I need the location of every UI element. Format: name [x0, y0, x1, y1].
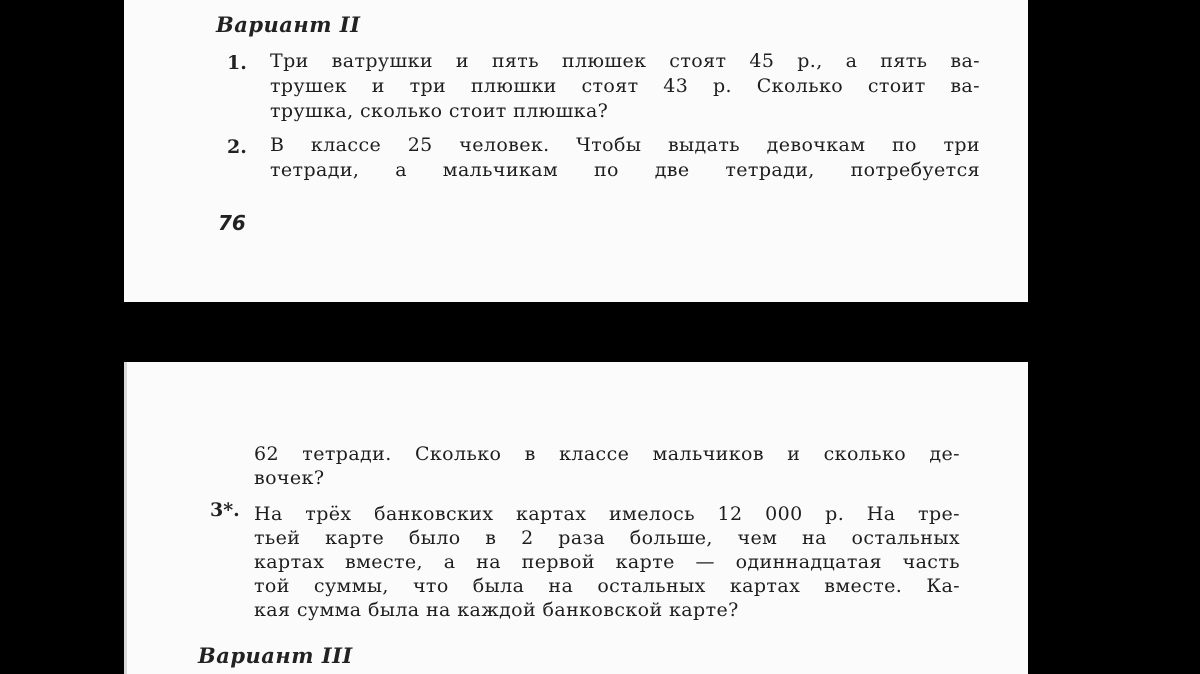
bottom-page — [124, 362, 1028, 674]
problem-3-line-5: кая сумма была на каждой банковской карте? — [254, 599, 739, 621]
next-variant-heading: Вариант III — [198, 643, 353, 668]
problem-3-line-4: той суммы, что была на остальных картах вместе. Ка- — [254, 575, 960, 597]
continuation-line-1: 62 тетради. Сколько в классе мальчиков и сколько де- — [254, 443, 960, 465]
problem-2-number: 2. — [227, 136, 247, 158]
problem-1-line-2: трушек и три плюшки стоят 43 р. Сколько стоит ва- — [270, 75, 980, 97]
problem-1-line-3: трушка, сколько стоит плюшка? — [270, 100, 609, 122]
problem-3-line-3: картах вместе, а на первой карте — одиннадцатая часть — [254, 551, 960, 573]
problem-1-line-1: Три ватрушки и пять плюшек стоят 45 р., а пять ва- — [270, 50, 980, 72]
top-page — [124, 0, 1028, 302]
variant-heading: Вариант II — [216, 12, 361, 37]
problem-3-line-1: На трёх банковских картах имелось 12 000 р. На тре- — [254, 503, 960, 525]
continuation-line-2: вочек? — [254, 467, 325, 489]
problem-2-line-2: тетради, а мальчикам по две тетради, потребуется — [270, 159, 980, 181]
problem-3-line-2: тьей карте было в 2 раза больше, чем на остальных — [254, 527, 960, 549]
problem-1-number: 1. — [227, 52, 247, 74]
problem-2-line-1: В классе 25 человек. Чтобы выдать девочкам по три — [270, 134, 980, 156]
page-number: 76 — [218, 211, 246, 235]
problem-3-number: 3*. — [210, 499, 240, 521]
